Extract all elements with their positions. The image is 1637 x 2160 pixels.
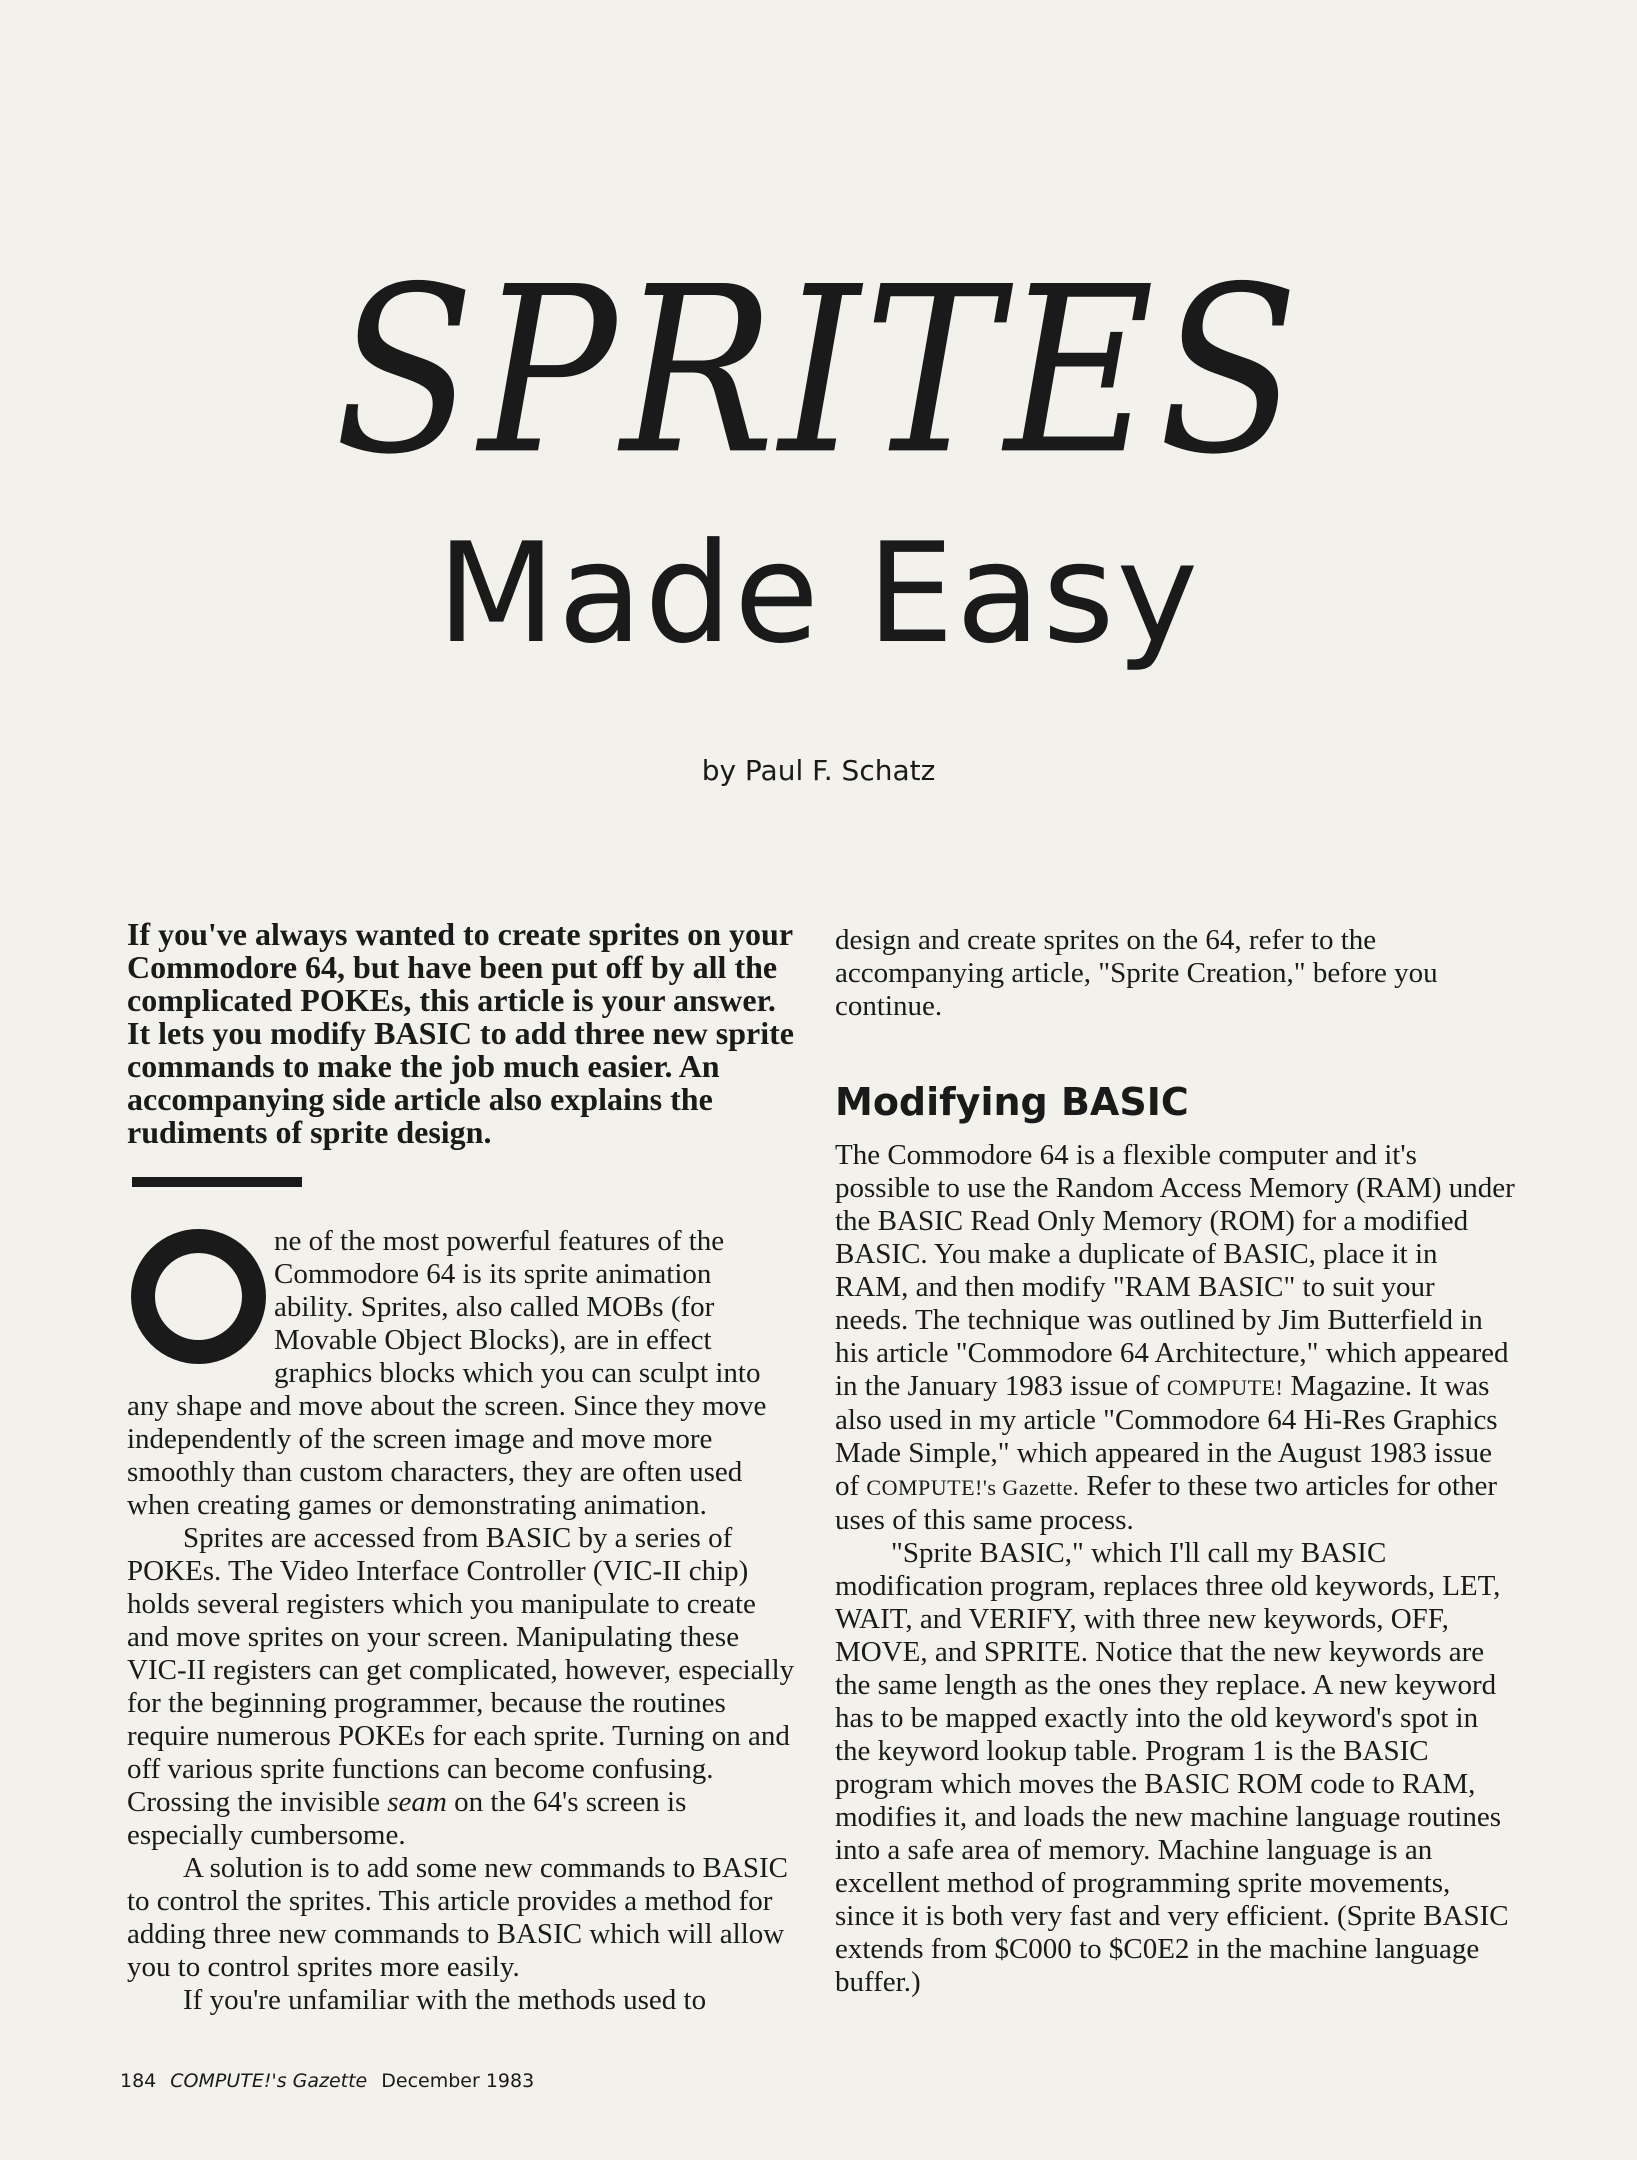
compute-magazine-name: COMPUTE! (1166, 1375, 1284, 1400)
dropcap-ring (131, 1229, 266, 1364)
seam-word: seam (387, 1786, 447, 1818)
body-paragraph-2 (127, 1522, 797, 1852)
page-number: 184 (120, 2070, 157, 2092)
body-paragraph-6-b: Magazine. It was also used in my article "Commodore 64 Hi-Res Graphics Made Simple," which appeared in the August 1983 issue of (835, 1370, 1498, 1502)
right-column (835, 924, 1515, 1999)
body-paragraph-1: ne of the most powerful features of the Commodore 64 is its sprite animation ability. Sprites, also called MOBs (for Movable Object Blocks), are in effect graphics blocks which you can sculpt into any shape and move about the screen. Since they move independently of the screen image and move more smoothly than custom characters, they are often used when creating games or demonstrating animation. (127, 1225, 767, 1521)
issue-date: December 1983 (381, 2070, 535, 2092)
body-paragraph-6-c: Refer to these two articles for other uses of this same process. (835, 1470, 1498, 1536)
section-heading: Modifying BASIC (835, 1080, 1189, 1124)
body-paragraph-6-a: The Commodore 64 is a flexible computer and it's possible to use the Random Access Memory (RAM) under the BASIC Read Only Memory (ROM) for a modified BASIC. You make a duplicate of BASIC, place it in RAM, and then modify "RAM BASIC" to suit your needs. The technique was outlined by Jim Butterfield in his article "Commodore 64 Architecture," which appeared in the January 1983 issue of (835, 1139, 1515, 1402)
body-paragraph-6 (835, 1139, 1515, 1537)
body-paragraph-3: A solution is to add some new commands to BASIC to control the sprites. This article provides a method for adding three new commands to BASIC which will allow you to control sprites more easily. (127, 1852, 788, 1983)
body-paragraph-4: If you're unfamiliar with the methods used to (183, 1984, 707, 2016)
byline: by Paul F. Schatz (701, 754, 936, 787)
article-title-line2: Made Easy (436, 513, 1201, 674)
body-paragraph-7: "Sprite BASIC," which I'll call my BASIC modification program, replaces three old keywords, LET, WAIT, and VERIFY, with three new keywords, OFF, MOVE, and SPRITE. Notice that the new keywords are the same length as the ones they replace. A new keyword has to be mapped exactly into the old keyword's spot in the keyword lookup table. Program 1 is the BASIC program which moves the BASIC ROM code to RAM, modifies it, and loads the new machine language routines into a safe area of memory. Machine language is an excellent method of programming sprite movements, since it is both very fast and very efficient. (Sprite BASIC extends from $C000 to $C0E2 in the machine language buffer.) (835, 1537, 1509, 1998)
body-paragraph-2-a: Sprites are accessed from BASIC by a series of POKEs. The Video Interface Controller (VIC-II chip) holds several registers which you manipulate to create and move sprites on your screen. Manipulating these VIC-II registers can get complicated, however, especially for the beginning programmer, because the routines require numerous POKEs for each sprite. Turning on and off various sprite functions can become confusing. Crossing the invisible (127, 1522, 795, 1818)
dropcap-o (127, 1229, 262, 1364)
publication-name: COMPUTE!'s Gazette (170, 2070, 368, 2092)
intro-divider (132, 1177, 302, 1187)
body-paragraph-2-b: on the 64's screen is especially cumbersome. (127, 1786, 687, 1851)
gazette-name: COMPUTE!'s Gazette. (866, 1475, 1080, 1500)
left-column (127, 918, 797, 2017)
article-title-line1: SPRITES (334, 238, 1303, 506)
body-paragraph-5: design and create sprites on the 64, refer to the accompanying article, "Sprite Creation," before you continue. (835, 924, 1438, 1022)
page-footer (120, 2070, 534, 2092)
intro-paragraph: If you've always wanted to create sprites on your Commodore 64, but have been put off by all the complicated POKEs, this article is your answer. It lets you modify BASIC to add three new sprite commands to make the job much easier. An accompanying side article also explains the rudiments of sprite design. (127, 916, 794, 1150)
